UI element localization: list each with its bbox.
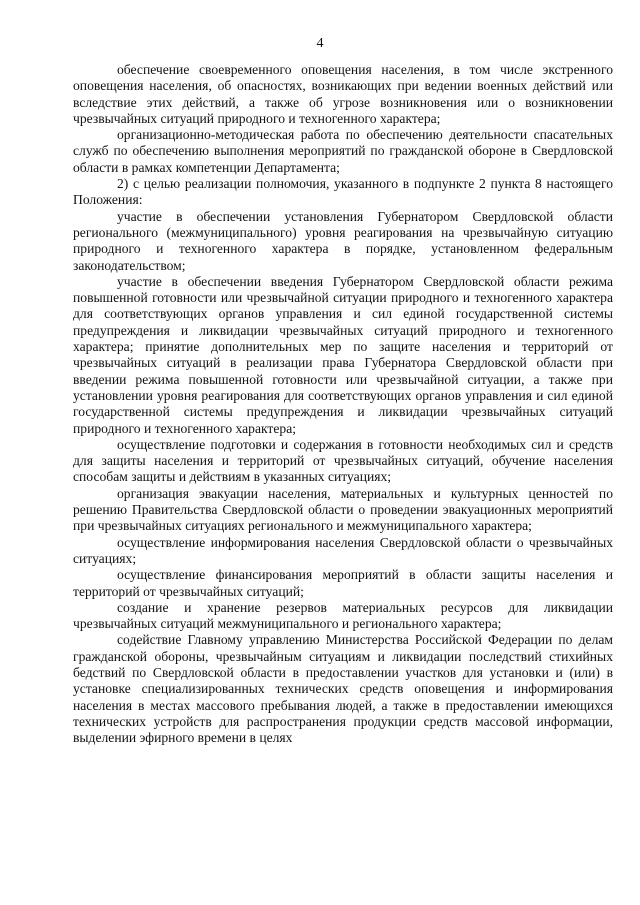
- paragraph: содействие Главному управлению Министерства Российской Федерации по делам гражданской обороны, чрезвычайным ситуациям и ликвидации последствий стихийных бедствий по Свердловской области в предоставлении участков для установки и (или) в установке специализированных технических средств оповещения и информирования населения в местах массового пребывания людей, а также в предоставлении имеющихся технических устройств для распространения продукции средств массовой информации, выделении эфирного времени в целях: [73, 632, 613, 746]
- document-body: [73, 62, 613, 746]
- paragraph: участие в обеспечении введения Губернатором Свердловской области режима повышенной готовности или чрезвычайной ситуации природного и техногенного характера для соответствующих органов управления и сил единой государственной системы предупреждения и ликвидации чрезвычайных ситуаций природного и техногенного характера; принятие дополнительных мер по защите населения и территорий от чрезвычайных ситуаций в реализации права Губернатора Свердловской области при введении режима повышенной готовности или чрезвычайной ситуации, а также при установлении уровня реагирования для соответствующих органов управления и сил единой государственной системы предупреждения и ликвидации чрезвычайных ситуаций природного и техногенного характера;: [73, 273, 613, 436]
- paragraph: организационно-методическая работа по обеспечению деятельности спасательных служб по обеспечению выполнения мероприятий по гражданской обороне в Свердловской области в рамках компетенции Департамента;: [73, 127, 613, 175]
- paragraph: 2) с целью реализации полномочия, указанного в подпункте 2 пункта 8 настоящего Положения:: [73, 176, 613, 208]
- paragraph: создание и хранение резервов материальных ресурсов для ликвидации чрезвычайных ситуаций межмуниципального и регионального характера;: [73, 599, 613, 632]
- paragraph: осуществление подготовки и содержания в готовности необходимых сил и средств для защиты населения и территорий от чрезвычайных ситуаций, обучение населения способам защиты и действиям в указанных ситуациях;: [73, 436, 613, 485]
- paragraph: обеспечение своевременного оповещения населения, в том числе экстренного оповещения населения, об опасностях, возникающих при ведении военных действий или вследствие этих действий, а также об угрозе возникновения или о возникновении чрезвычайных ситуаций природного и техногенного характера;: [73, 62, 613, 126]
- paragraph: осуществление финансирования мероприятий в области защиты населения и территорий от чрезвычайных ситуаций;: [73, 567, 613, 599]
- paragraph: организация эвакуации населения, материальных и культурных ценностей по решению Правительства Свердловской области о проведении эвакуационных мероприятий при чрезвычайных ситуациях регионального и межмуниципального характера;: [73, 485, 613, 534]
- paragraph: осуществление информирования населения Свердловской области о чрезвычайных ситуациях;: [73, 534, 613, 566]
- paragraph: участие в обеспечении установления Губернатором Свердловской области регионального (межмуниципального) уровня реагирования на чрезвычайную ситуацию природного и техногенного характера в порядке, установленном федеральным законодательством;: [73, 208, 613, 273]
- page-number: 4: [316, 36, 324, 51]
